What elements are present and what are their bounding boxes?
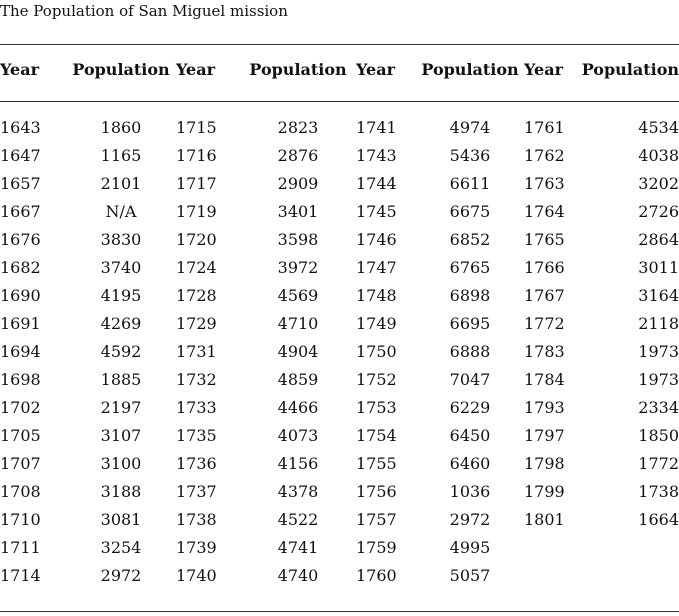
population-cell: 4073 — [277, 425, 319, 445]
population-cell: 6888 — [449, 341, 491, 361]
header-year: Year — [356, 59, 396, 79]
population-cell: 3081 — [100, 509, 142, 529]
population-cell: 4740 — [277, 565, 319, 585]
population-cell: 1165 — [100, 145, 142, 165]
year-cell: 1724 — [176, 257, 217, 277]
year-cell: 1731 — [176, 341, 217, 361]
population-cell: 5057 — [449, 565, 491, 585]
year-cell: 1748 — [356, 285, 397, 305]
year-cell: 1749 — [356, 313, 397, 333]
top-rule — [0, 44, 679, 45]
population-cell: N/A — [105, 201, 137, 221]
year-cell: 1711 — [0, 537, 41, 557]
year-cell: 1708 — [0, 481, 41, 501]
bottom-rule — [0, 611, 679, 612]
table-row — [0, 505, 679, 533]
year-cell: 1741 — [356, 117, 397, 137]
year-cell: 1745 — [356, 201, 397, 221]
year-cell: 1784 — [524, 369, 565, 389]
year-cell: 1746 — [356, 229, 397, 249]
year-cell: 1743 — [356, 145, 397, 165]
year-cell: 1717 — [176, 173, 217, 193]
population-cell: 3254 — [100, 537, 142, 557]
year-cell: 1759 — [356, 537, 397, 557]
year-cell: 1797 — [524, 425, 565, 445]
year-cell: 1702 — [0, 397, 41, 417]
population-cell: 2334 — [638, 397, 679, 417]
population-cell: 3188 — [100, 481, 142, 501]
year-cell: 1657 — [0, 173, 41, 193]
year-cell: 1756 — [356, 481, 397, 501]
population-cell: 2909 — [277, 173, 319, 193]
header-population: Population — [421, 59, 519, 79]
year-cell: 1707 — [0, 453, 41, 473]
population-cell: 2118 — [638, 313, 679, 333]
population-cell: 6852 — [449, 229, 491, 249]
year-cell: 1739 — [176, 537, 217, 557]
year-cell: 1763 — [524, 173, 565, 193]
population-cell: 3202 — [638, 173, 679, 193]
population-cell: 2101 — [100, 173, 142, 193]
year-cell: 1667 — [0, 201, 41, 221]
population-cell: 2823 — [277, 117, 319, 137]
population-cell: 6695 — [449, 313, 491, 333]
population-cell: 2726 — [638, 201, 679, 221]
year-cell: 1766 — [524, 257, 565, 277]
year-cell: 1767 — [524, 285, 565, 305]
population-cell: 4741 — [277, 537, 319, 557]
table-row — [0, 533, 679, 561]
year-cell: 1799 — [524, 481, 565, 501]
header-year: Year — [524, 59, 564, 79]
population-cell: 4995 — [449, 537, 491, 557]
year-cell: 1698 — [0, 369, 41, 389]
table-row — [0, 253, 679, 281]
year-cell: 1733 — [176, 397, 217, 417]
population-cell: 4904 — [277, 341, 319, 361]
population-cell: 4522 — [277, 509, 319, 529]
year-cell: 1736 — [176, 453, 217, 473]
year-cell — [524, 561, 580, 589]
table-row — [0, 141, 679, 169]
population-cell: 4195 — [100, 285, 142, 305]
year-cell: 1762 — [524, 145, 565, 165]
table-caption: The Population of San Miguel mission — [0, 2, 288, 20]
year-cell: 1760 — [356, 565, 397, 585]
population-table — [0, 46, 679, 589]
year-cell: 1738 — [176, 509, 217, 529]
header-row — [0, 46, 679, 92]
population-cell: 3972 — [277, 257, 319, 277]
population-cell: 3830 — [100, 229, 142, 249]
year-cell: 1720 — [176, 229, 217, 249]
population-cell: 7047 — [449, 369, 491, 389]
table-row — [0, 169, 679, 197]
population-cell — [580, 533, 679, 561]
table-body — [0, 92, 679, 589]
population-cell: 3011 — [638, 257, 679, 277]
header-year: Year — [176, 59, 216, 79]
population-cell: 2972 — [449, 509, 491, 529]
year-cell: 1729 — [176, 313, 217, 333]
population-cell: 3100 — [100, 453, 142, 473]
table-row — [0, 561, 679, 589]
year-cell: 1750 — [356, 341, 397, 361]
table-row — [0, 337, 679, 365]
population-cell: 3598 — [277, 229, 319, 249]
population-cell: 4269 — [100, 313, 142, 333]
year-cell: 1728 — [176, 285, 217, 305]
year-cell: 1710 — [0, 509, 41, 529]
table-row — [0, 449, 679, 477]
header-year: Year — [0, 59, 40, 79]
population-cell — [580, 561, 679, 589]
year-cell: 1752 — [356, 369, 397, 389]
year-cell: 1714 — [0, 565, 41, 585]
population-cell: 3107 — [100, 425, 142, 445]
table-row — [0, 365, 679, 393]
year-cell: 1754 — [356, 425, 397, 445]
header-population: Population — [249, 59, 347, 79]
year-cell: 1643 — [0, 117, 41, 137]
table-row — [0, 92, 679, 141]
population-cell: 4378 — [277, 481, 319, 501]
population-cell: 1738 — [638, 481, 679, 501]
table-row — [0, 309, 679, 337]
year-cell: 1793 — [524, 397, 565, 417]
population-cell: 1973 — [638, 369, 679, 389]
population-cell: 1860 — [100, 117, 142, 137]
population-cell: 1772 — [638, 453, 679, 473]
population-cell: 4710 — [277, 313, 319, 333]
year-cell: 1783 — [524, 341, 565, 361]
year-cell: 1765 — [524, 229, 565, 249]
population-cell: 6765 — [449, 257, 491, 277]
year-cell: 1761 — [524, 117, 565, 137]
population-cell: 4534 — [638, 117, 679, 137]
table-row — [0, 477, 679, 505]
population-cell: 1036 — [449, 481, 491, 501]
population-cell: 2972 — [100, 565, 142, 585]
year-cell: 1747 — [356, 257, 397, 277]
population-cell: 4859 — [277, 369, 319, 389]
year-cell: 1682 — [0, 257, 41, 277]
header-population: Population — [581, 59, 679, 79]
table-row — [0, 393, 679, 421]
population-cell: 6460 — [449, 453, 491, 473]
year-cell — [524, 533, 580, 561]
year-cell: 1732 — [176, 369, 217, 389]
population-cell: 5436 — [449, 145, 491, 165]
population-cell: 3740 — [100, 257, 142, 277]
population-cell: 6611 — [449, 173, 491, 193]
table-row — [0, 281, 679, 309]
population-cell: 2876 — [277, 145, 319, 165]
year-cell: 1735 — [176, 425, 217, 445]
year-cell: 1676 — [0, 229, 41, 249]
year-cell: 1691 — [0, 313, 41, 333]
year-cell: 1753 — [356, 397, 397, 417]
table-row — [0, 421, 679, 449]
year-cell: 1772 — [524, 313, 565, 333]
population-cell: 2197 — [100, 397, 142, 417]
population-cell: 4592 — [100, 341, 142, 361]
population-cell: 1850 — [638, 425, 679, 445]
population-cell: 1973 — [638, 341, 679, 361]
population-cell: 6229 — [449, 397, 491, 417]
year-cell: 1740 — [176, 565, 217, 585]
year-cell: 1719 — [176, 201, 217, 221]
population-cell: 1885 — [100, 369, 142, 389]
year-cell: 1764 — [524, 201, 565, 221]
year-cell: 1716 — [176, 145, 217, 165]
population-cell: 2864 — [638, 229, 679, 249]
year-cell: 1715 — [176, 117, 217, 137]
year-cell: 1744 — [356, 173, 397, 193]
population-cell: 4974 — [449, 117, 491, 137]
population-cell: 6675 — [449, 201, 491, 221]
population-cell: 4038 — [638, 145, 679, 165]
year-cell: 1690 — [0, 285, 41, 305]
population-cell: 6898 — [449, 285, 491, 305]
year-cell: 1757 — [356, 509, 397, 529]
population-cell: 1664 — [638, 509, 679, 529]
population-cell: 3401 — [277, 201, 319, 221]
table-row — [0, 197, 679, 225]
year-cell: 1801 — [524, 509, 565, 529]
population-cell: 6450 — [449, 425, 491, 445]
year-cell: 1694 — [0, 341, 41, 361]
population-cell: 4466 — [277, 397, 319, 417]
header-population: Population — [72, 59, 170, 79]
table-row — [0, 225, 679, 253]
population-cell: 4156 — [277, 453, 319, 473]
year-cell: 1647 — [0, 145, 41, 165]
population-cell: 4569 — [277, 285, 319, 305]
year-cell: 1798 — [524, 453, 565, 473]
population-cell: 3164 — [638, 285, 679, 305]
year-cell: 1705 — [0, 425, 41, 445]
year-cell: 1755 — [356, 453, 397, 473]
year-cell: 1737 — [176, 481, 217, 501]
